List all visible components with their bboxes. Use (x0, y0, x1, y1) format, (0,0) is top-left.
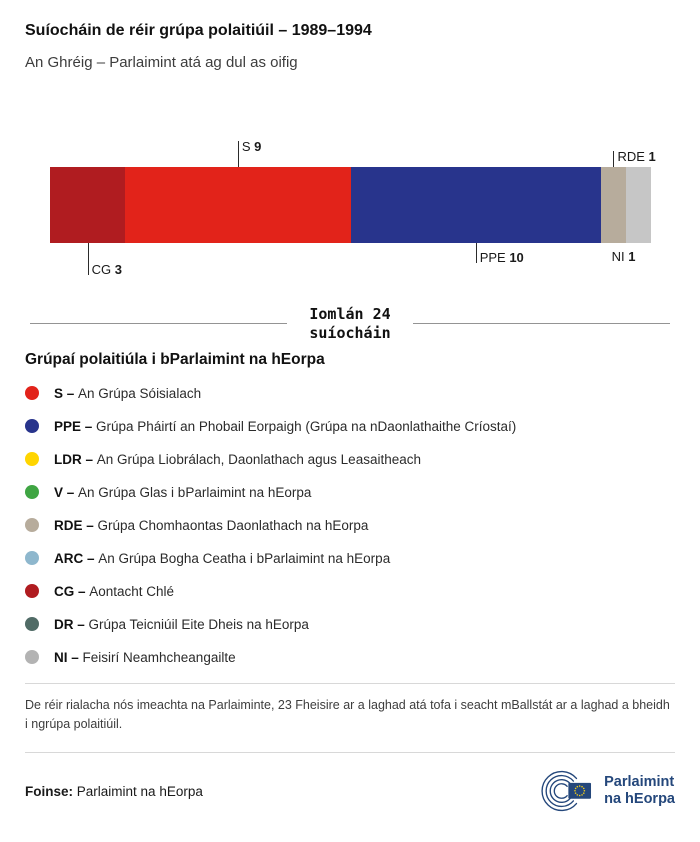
divider-footnote-top (25, 683, 675, 684)
callout-line-cg (88, 243, 89, 275)
callout-line-rde (613, 151, 614, 167)
callout-label-ppe: PPE 10 (479, 250, 524, 265)
callout-line-ppe (476, 243, 477, 263)
ep-logo (538, 769, 675, 813)
legend-label-rde: RDE – Grúpa Chomhaontas Daonlathach na hEorpa (54, 517, 369, 533)
legend-dot-rde (25, 518, 39, 532)
divider-footnote-bottom (25, 752, 675, 753)
legend-dot-dr (25, 617, 39, 631)
legend-item-ppe (25, 419, 675, 434)
total-seats (30, 305, 670, 343)
legend-label-v: V – An Grúpa Glas i bParlaimint na hEorpa (54, 484, 312, 500)
callout-label-cg: CG 3 (91, 262, 122, 277)
bar-segment-ni[interactable] (626, 167, 651, 243)
page-title: Suíocháin de réir grúpa polaitiúil – 1989–1994 (25, 22, 372, 39)
legend-label-ni: NI – Feisirí Neamhcheangailte (54, 649, 236, 665)
legend-dot-v (25, 485, 39, 499)
total-line2: suíocháin (309, 323, 391, 342)
page (0, 22, 700, 813)
legend-item-v (25, 485, 675, 500)
ep-hemicycle-icon (538, 769, 596, 813)
legend-label-s: S – An Grúpa Sóisialach (54, 385, 202, 401)
total-divider-right (413, 323, 670, 324)
legend-item-cg (25, 584, 675, 599)
page-subtitle: An Ghréig – Parlaimint atá ag dul as oifig (25, 54, 298, 71)
source (25, 784, 203, 799)
legend-label-ppe: PPE – Grúpa Pháirtí an Phobail Eorpaigh (Grúpa na nDaonlathaithe Críostaí) (54, 418, 517, 434)
legend-item-arc (25, 551, 675, 566)
legend-item-ni (25, 650, 675, 665)
legend-label-cg: CG – Aontacht Chlé (54, 583, 175, 599)
total-divider-left (30, 323, 287, 324)
legend-label-ldr: LDR – An Grúpa Liobrálach, Daonlathach agus Leasaitheach (54, 451, 421, 467)
callout-label-rde: RDE 1 (617, 149, 656, 164)
footnote: De réir rialacha nós imeachta na Parlaiminte, 23 Fheisire ar a laghad atá tofa i seacht mBallstát ar a laghad a bheidh i ngrúpa polaitiúil. (25, 697, 670, 731)
callout-label-ni: NI 1 (611, 249, 636, 264)
legend-list (25, 386, 675, 665)
ep-logo-text (604, 774, 675, 808)
header (25, 22, 675, 71)
stacked-bar (50, 167, 651, 243)
ep-logo-line1: Parlaimint (604, 774, 675, 791)
callout-label-s: S 9 (241, 139, 262, 154)
footer (25, 769, 675, 813)
legend-dot-cg (25, 584, 39, 598)
source-label: Foinse: (25, 783, 74, 799)
eu-flag (568, 783, 591, 799)
bar-segment-s[interactable] (125, 167, 350, 243)
legend-dot-arc (25, 551, 39, 565)
total-line1: Iomlán 24 (309, 305, 391, 323)
total-text (309, 305, 390, 343)
legend-dot-ni (25, 650, 39, 664)
legend-item-ldr (25, 452, 675, 467)
legend-dot-s (25, 386, 39, 400)
bar-segment-rde[interactable] (601, 167, 626, 243)
legend-dot-ldr (25, 452, 39, 466)
seat-chart (50, 107, 656, 287)
legend (25, 351, 675, 665)
bar-segment-ppe[interactable] (351, 167, 601, 243)
legend-dot-ppe (25, 419, 39, 433)
bar-segment-cg[interactable] (50, 167, 125, 243)
source-value: Parlaimint na hEorpa (76, 783, 203, 799)
legend-item-dr (25, 617, 675, 632)
legend-title: Grúpaí polaitiúla i bParlaimint na hEorpa (25, 350, 325, 368)
legend-label-arc: ARC – An Grúpa Bogha Ceatha i bParlaimint na hEorpa (54, 550, 391, 566)
ep-logo-line2: na hEorpa (604, 791, 675, 808)
legend-item-rde (25, 518, 675, 533)
callout-line-s (238, 141, 239, 167)
legend-label-dr: DR – Grúpa Teicniúil Eite Dheis na hEorpa (54, 616, 309, 632)
legend-item-s (25, 386, 675, 401)
